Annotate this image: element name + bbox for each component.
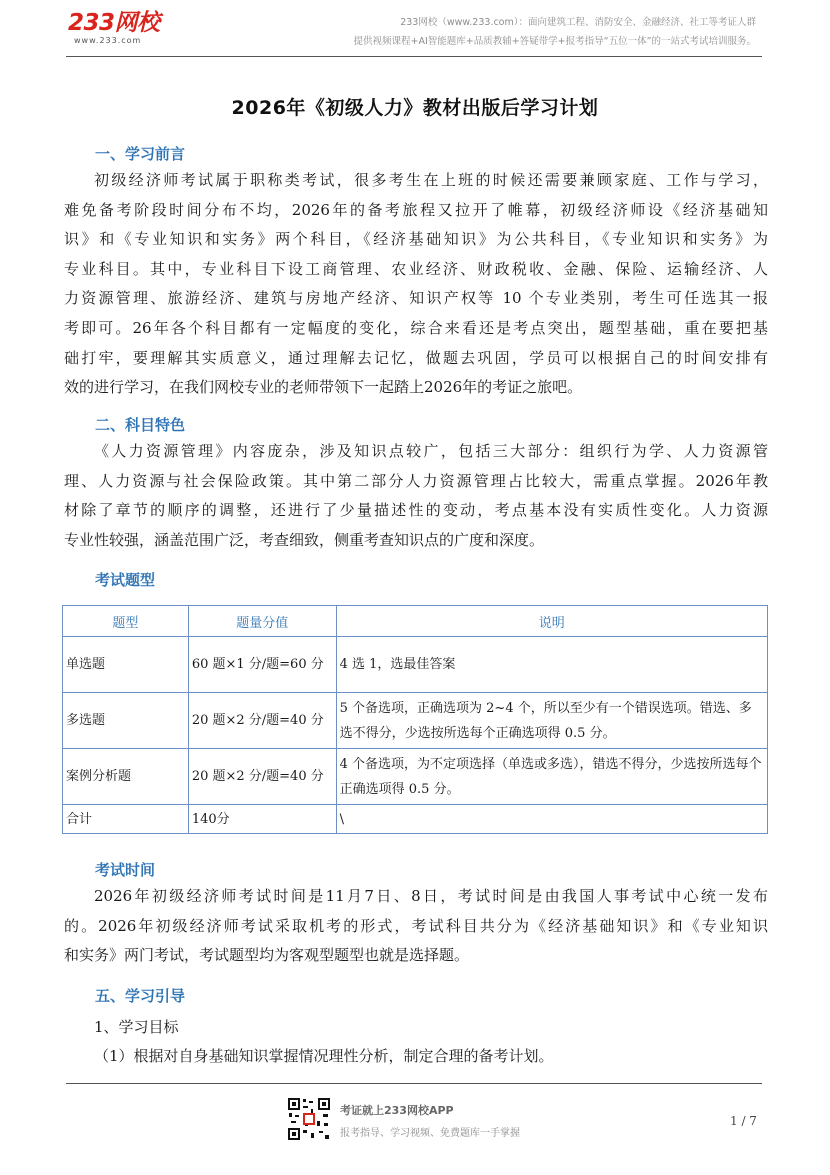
text-line: 《人力资源管理》内容庞杂，涉及知识点较广，包括三大部分：组织行为学、人力资源管 (94, 442, 768, 460)
table-cell: 5 个备选项，正确选项为 2~4 个，所以至少有一个错误选项。错选、多选不得分，少选按所选每个正确选项得 0.5 分。 (336, 693, 767, 749)
exam-time-paragraph (64, 882, 768, 971)
column-header: 说明 (336, 606, 767, 637)
table-row (63, 637, 768, 693)
page-number: 1 / 7 (730, 1114, 757, 1128)
table-cell: 20 题×2 分/题=40 分 (188, 693, 336, 749)
text-line: 识》和《专业知识和实务》两个科目，《经济基础知识》为公共科目，《专业知识和实务》为 (64, 230, 768, 249)
qr-code-icon[interactable] (287, 1097, 331, 1141)
logo-url: www.233.com (74, 36, 142, 45)
table-cell: 20 题×2 分/题=40 分 (188, 749, 336, 805)
footer-app-title[interactable]: 考证就上233网校APP (340, 1104, 454, 1117)
table-cell: 4 选 1，选最佳答案 (336, 637, 767, 693)
exam-time-heading: 考试时间 (95, 861, 156, 879)
footer-app-subtitle: 报考指导、学习视频、免费题库一手掌握 (340, 1128, 520, 1139)
learning-goal-item: （1）根据对自身基础知识掌握情况理性分析，制定合理的备考计划。 (94, 1047, 554, 1065)
table-cell: 合计 (63, 805, 189, 834)
text-line: 的。2026年初级经济师考试采取机考的形式，考试科目共分为《经济基础知识》和《专业知识 (64, 916, 768, 935)
section1-heading: 一、学习前言 (95, 145, 186, 163)
header-info (354, 13, 757, 51)
table-row (63, 693, 768, 749)
text-line: 考即可。26年各个科目都有一定幅度的变化，综合来看还是考点突出，题型基础，重在要把基 (64, 318, 768, 337)
text-line: 力资源管理、旅游经济、建筑与房地产经济、知识产权等 10 个专业类别，考生可任选其一报 (64, 289, 768, 308)
section1-paragraph (64, 166, 768, 403)
text-line: 理、人力资源与社会保险政策。其中第二部分人力资源管理占比较大，需重点掌握。2026年教 (64, 471, 768, 490)
table-cell: 案例分析题 (63, 749, 189, 805)
text-line: 专业性较强，涵盖范围广泛，考查细致，侧重考查知识点的广度和深度。 (64, 530, 545, 549)
text-line: 和实务》两门考试，考试题型均为客观型题型也就是选择题。 (64, 946, 470, 965)
text-line: 础打牢，要理解其实质意义，通过理解去记忆，做题去巩固，学员可以根据自己的时间安排有 (64, 348, 768, 367)
header-info-line2: 提供视频课程+AI智能题库+品质教辅+答疑带学+报考指导“五位一体”的一站式考试培训服务。 (353, 36, 756, 47)
text-line: 难免备考阶段时间分布不均，2026年的备考旅程又拉开了帷幕，初级经济师设《经济基础知 (64, 200, 768, 219)
page-header (0, 0, 830, 62)
text-line: 初级经济师考试属于职称类考试，很多考生在上班的时候还需要兼顾家庭、工作与学习， (94, 171, 768, 189)
text-line: 专业科目。其中，专业科目下设工商管理、农业经济、财政税收、金融、保险、运输经济、人 (64, 259, 768, 278)
section5-heading: 五、学习引导 (95, 987, 186, 1005)
text-line: 材除了章节的顺序的调整，还进行了少量描述性的变动，考点基本没有实质性变化。人力资源 (64, 501, 768, 520)
logo-text: 233网校 (68, 10, 160, 36)
table-cell: 多选题 (63, 693, 189, 749)
text-line: 效的进行学习，在我们网校专业的老师带领下一起踏上2026年的考证之旅吧。 (64, 378, 583, 397)
section2-heading: 二、科目特色 (95, 416, 186, 434)
section2-paragraph (64, 437, 768, 555)
column-header: 题型 (63, 606, 189, 637)
table-cell: 4 个备选项，为不定项选择（单选或多选），错选不得分，少选按所选每个正确选项得 0.5 分。 (336, 749, 767, 805)
text-line: 2026年初级经济师考试时间是11月7日、8日，考试时间是由我国人事考试中心统一发布 (94, 887, 768, 905)
table-cell: \ (336, 805, 767, 834)
document-title: 2026年《初级人力》教材出版后学习计划 (231, 97, 599, 119)
table-cell: 单选题 (63, 637, 189, 693)
learning-goal-label: 1、学习目标 (94, 1018, 179, 1036)
exam-types-table (62, 605, 768, 834)
header-info-line1: 233网校（www.233.com）：面向建筑工程、消防安全、金融经济、社工等考证人群 (400, 17, 756, 28)
table-header-row (63, 606, 768, 637)
table-cell: 140分 (188, 805, 336, 834)
table-row (63, 805, 768, 834)
footer-divider (66, 1083, 762, 1084)
column-header: 题量分值 (188, 606, 336, 637)
table-row (63, 749, 768, 805)
table-cell: 60 题×1 分/题=60 分 (188, 637, 336, 693)
header-divider (66, 56, 762, 57)
exam-types-heading: 考试题型 (95, 571, 156, 589)
brand-logo[interactable] (68, 10, 160, 45)
